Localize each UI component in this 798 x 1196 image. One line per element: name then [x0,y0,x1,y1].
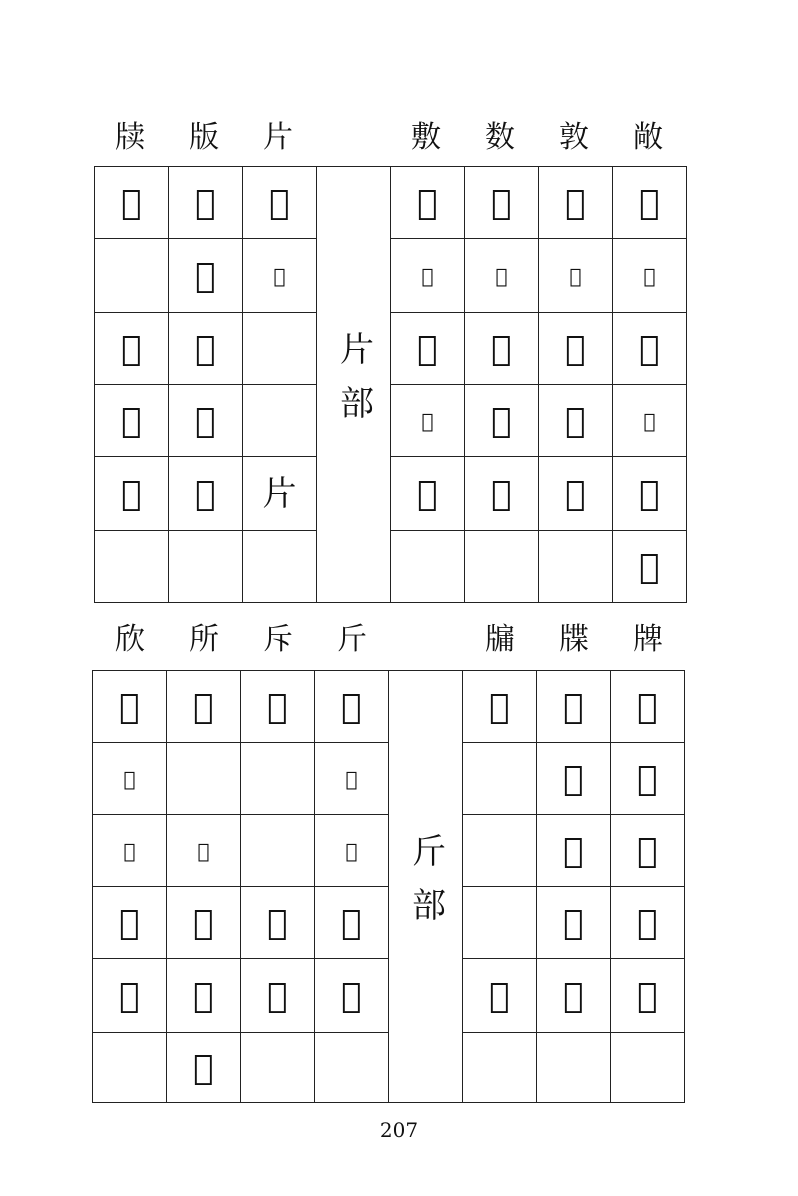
seal-glyph: 𤖹 [539,167,613,239]
column-header: 斤 [337,622,367,657]
radical-label: 斤部 [389,671,463,1103]
seal-glyph: 𤖹 [169,313,243,385]
seal-glyph [539,531,613,603]
seal-glyph: 𤖹 [93,959,167,1033]
seal-glyph: 𤖹 [93,743,167,815]
seal-glyph [315,1033,389,1103]
seal-glyph: 𤖹 [539,313,613,385]
seal-glyph: 𤖹 [167,671,241,743]
seal-glyph: 𤖹 [465,313,539,385]
seal-glyph [241,1033,315,1103]
seal-glyph: 𤖹 [611,743,685,815]
seal-glyph: 𤖹 [315,959,389,1033]
seal-glyph: 𤖹 [613,239,687,313]
seal-glyph [465,531,539,603]
seal-glyph: 𤖹 [315,671,389,743]
seal-glyph: 𤖹 [391,313,465,385]
column-header: 所 [189,622,219,657]
seal-glyph: 𤖹 [465,167,539,239]
seal-glyph [241,743,315,815]
column-header: 敷 [411,120,441,155]
seal-glyph: 𤖹 [93,887,167,959]
seal-glyph: 𤖹 [167,815,241,887]
seal-glyph: 𤖹 [537,959,611,1033]
seal-glyph: 𤖹 [243,167,317,239]
seal-glyph [537,1033,611,1103]
column-header: 片 [263,120,293,155]
seal-glyph: 𤖹 [241,671,315,743]
seal-glyph: 𤖹 [391,385,465,457]
seal-glyph: 𤖹 [391,239,465,313]
seal-glyph: 𤖹 [613,385,687,457]
seal-glyph: 𤖹 [315,887,389,959]
seal-glyph: 𤖹 [241,959,315,1033]
seal-glyph [391,531,465,603]
column-header: 牌 [633,622,663,657]
radical-label: 片部 [317,167,391,603]
seal-glyph: 𤖹 [391,167,465,239]
seal-glyph [95,239,169,313]
column-header: 版 [189,120,219,155]
seal-glyph: 𤖹 [537,887,611,959]
column-header: 敦 [559,120,589,155]
seal-glyph: 𤖹 [465,239,539,313]
seal-glyph: 𤖹 [611,959,685,1033]
seal-glyph: 𤖹 [93,815,167,887]
seal-glyph: 𤖹 [95,457,169,531]
seal-glyph: 𤖹 [537,743,611,815]
seal-glyph [241,815,315,887]
seal-glyph: 𤖹 [95,313,169,385]
top-seal-table [94,166,687,603]
bottom-seal-table [92,670,685,1103]
seal-glyph: 𤖹 [241,887,315,959]
seal-glyph: 片 [243,457,317,531]
seal-glyph [243,313,317,385]
seal-glyph [167,743,241,815]
seal-glyph: 𤖹 [613,167,687,239]
seal-glyph: 𤖹 [465,385,539,457]
seal-glyph: 𤖹 [537,815,611,887]
seal-glyph [95,531,169,603]
seal-glyph: 𤖹 [169,239,243,313]
seal-glyph: 𤖹 [539,457,613,531]
seal-glyph: 𤖹 [539,385,613,457]
column-header: 斥 [263,622,293,657]
column-header: 牖 [485,622,515,657]
seal-glyph: 𤖹 [167,887,241,959]
seal-glyph: 𤖹 [613,313,687,385]
seal-glyph: 𤖹 [537,671,611,743]
seal-glyph: 𤖹 [95,385,169,457]
seal-glyph: 𤖹 [391,457,465,531]
seal-glyph [169,531,243,603]
seal-glyph: 𤖹 [167,959,241,1033]
seal-glyph: 𤖹 [463,959,537,1033]
seal-glyph: 𤖹 [611,815,685,887]
seal-glyph: 𤖹 [95,167,169,239]
seal-glyph [463,815,537,887]
seal-glyph: 𤖹 [169,457,243,531]
seal-glyph: 𤖹 [169,385,243,457]
seal-glyph [463,887,537,959]
column-header: 敞 [633,120,663,155]
column-header: 牒 [559,622,589,657]
seal-glyph: 𤖹 [243,239,317,313]
seal-glyph: 𤖹 [613,457,687,531]
seal-glyph: 𤖹 [611,887,685,959]
seal-glyph [463,743,537,815]
seal-glyph: 𤖹 [465,457,539,531]
seal-glyph: 𤖹 [315,815,389,887]
seal-glyph: 𤖹 [539,239,613,313]
page-number: 207 [379,1118,419,1142]
seal-glyph [93,1033,167,1103]
seal-glyph: 𤖹 [463,671,537,743]
seal-glyph: 𤖹 [93,671,167,743]
seal-glyph: 𤖹 [315,743,389,815]
seal-glyph [243,531,317,603]
column-header: 数 [485,120,515,155]
seal-glyph: 𤖹 [611,671,685,743]
seal-glyph: 𤖹 [169,167,243,239]
seal-glyph: 𤖹 [613,531,687,603]
seal-glyph [611,1033,685,1103]
seal-glyph: 𤖹 [167,1033,241,1103]
seal-glyph [243,385,317,457]
column-header: 欣 [115,622,145,657]
column-header: 牍 [115,120,145,155]
seal-glyph [463,1033,537,1103]
